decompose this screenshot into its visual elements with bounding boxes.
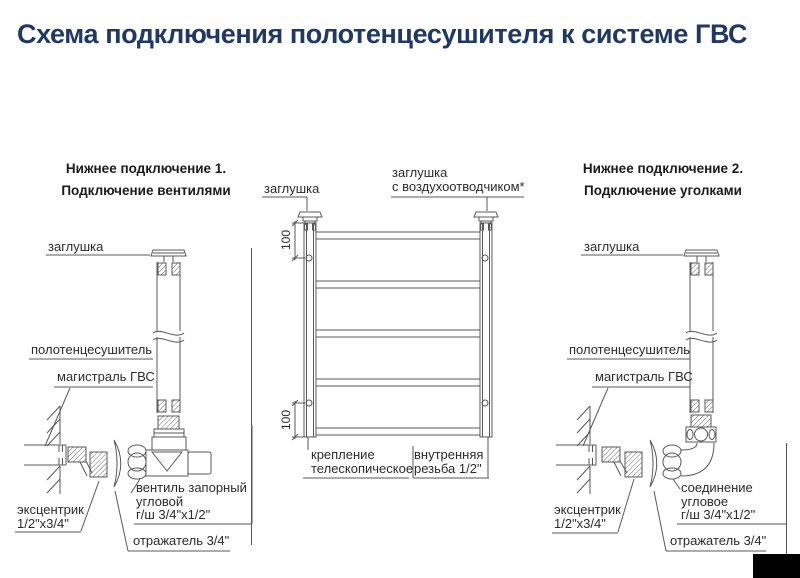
left-plug-label: заглушка [48, 239, 104, 254]
center-mount-label: крепление телескопическое [311, 447, 414, 476]
right-hws-main-label: магистраль ГВС [595, 369, 693, 384]
left-hws-main-label: магистраль ГВС [57, 369, 155, 384]
left-heading-line2: Подключение вентилями [61, 183, 231, 198]
center-air-vent-plug-label: заглушка с воздухоотводчиком* [392, 165, 525, 194]
left-valve-label: вентиль запорный угловой г/ш 3/4"х1/2" [136, 480, 247, 522]
right-heading-line1: Нижнее подключение 2. [582, 161, 744, 176]
watermark-cover [753, 554, 800, 578]
center-thread-label: внутренняя резьба 1/2" [414, 447, 484, 476]
left-towel-rail-label: полотенцесушитель [31, 342, 153, 357]
center-plug-label: заглушка [264, 181, 320, 196]
left-eccentric-label: эксцентрик 1/2"х3/4" [17, 502, 84, 531]
right-heading-line2: Подключение уголками [584, 183, 742, 198]
dimension-bottom-label: 100 [279, 409, 293, 431]
right-eccentric-label: эксцентрик 1/2"х3/4" [554, 502, 621, 531]
page-title: Схема подключения полотенцесушителя к системе ГВС [17, 19, 748, 49]
right-reflector-label: отражатель 3/4" [670, 533, 767, 548]
left-reflector-label: отражатель 3/4" [133, 533, 230, 548]
right-elbow-label: соединение угловое г/ш 3/4"х1/2" [681, 480, 756, 522]
center-diagram [262, 197, 524, 478]
right-plug-label: заглушка [584, 239, 640, 254]
left-heading-line1: Нижнее подключение 1. [65, 161, 227, 176]
right-towel-rail-label: полотенцесушитель [569, 342, 691, 357]
dimension-top-label: 100 [279, 229, 293, 251]
